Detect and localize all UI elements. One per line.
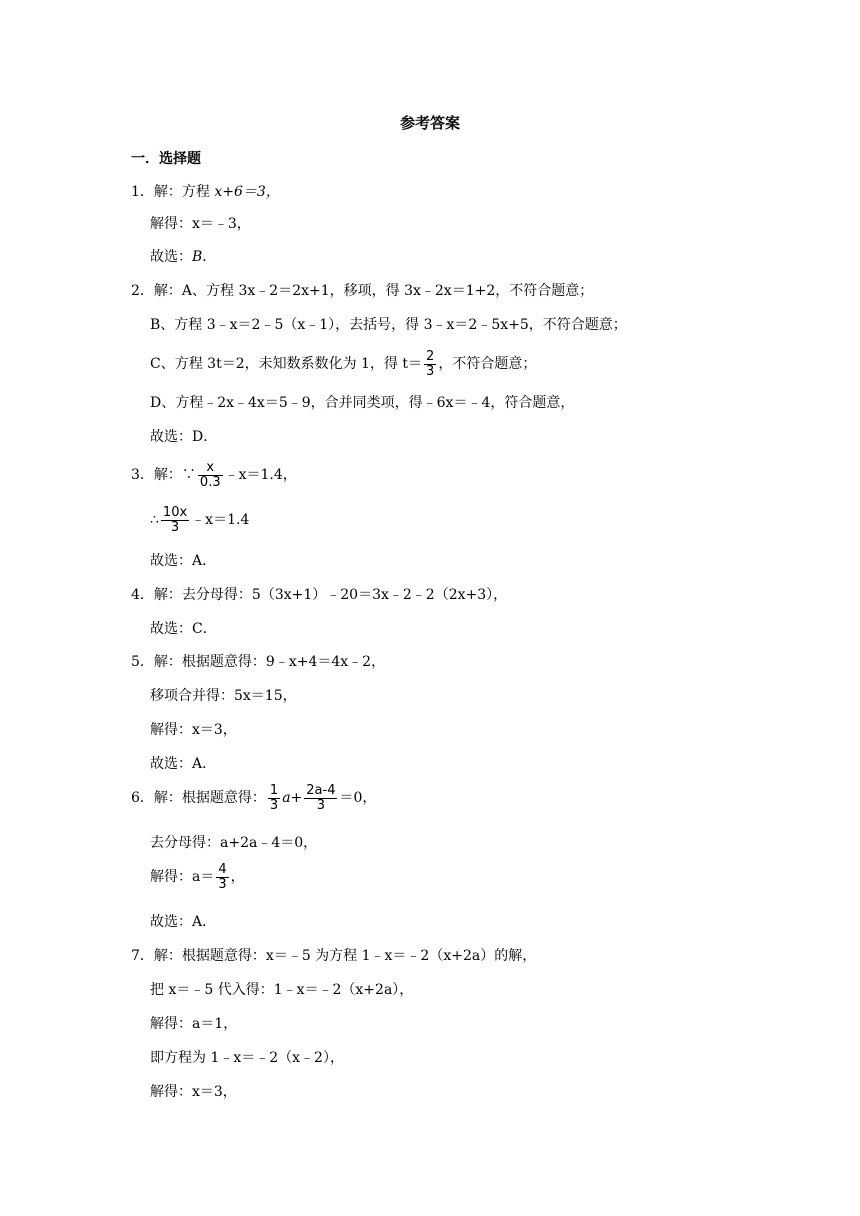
text: 即方程为 1﹣x＝﹣2（x﹣2）， [150,1050,344,1066]
text: 解得： [150,216,192,232]
question-number: 5． [131,654,154,670]
text: ． [202,249,217,265]
denominator: 3 [218,876,227,892]
question-5-line-1 [131,652,385,672]
text: ＝0， [339,790,377,806]
text: a+ [282,790,303,806]
question-number: 1． [131,184,154,200]
question-7-line-2 [150,980,413,1000]
numerator: x [198,461,223,476]
fraction [304,784,337,813]
numerator: 2 [426,348,435,364]
text: 移项合并得：5x＝15， [150,688,297,704]
equation: x+6＝3， [214,184,280,200]
page-title: 参考答案 [399,114,460,132]
text: C、方程 3t＝2，未知数系数化为 1，得 t＝ [150,356,423,372]
numerator: 2a-4 [306,782,336,798]
text: B、方程 3﹣x＝2﹣5（x﹣1），去括号，得 3﹣x＝2﹣5x+5，不符合题意； [150,317,627,333]
question-number: 6． [131,790,154,806]
denominator: 3 [269,797,279,813]
question-7-line-1 [131,946,536,966]
fraction [268,784,280,813]
question-2-line-5 [150,427,217,447]
text: 解：方程 [153,184,210,200]
question-5-line-4 [150,754,216,774]
text: 解：根据题意得：x＝﹣5 为方程 1﹣x＝﹣2（x+2a）的解， [153,948,537,964]
question-2-line-3 [150,349,536,379]
text: 解：A、方程 3x﹣2＝2x+1，移项，得 3x﹣2x＝1+2，不符合题意； [153,283,594,299]
section-heading: 一．选择题 [131,151,201,167]
question-number: 4． [131,587,154,603]
question-3-line-3 [150,551,216,571]
text: ， [230,869,245,885]
question-1-line-1 [131,182,280,202]
denominator: 3 [170,519,180,535]
question-5-line-2 [150,686,297,706]
text: 解：根据题意得：9﹣x+4＝4x﹣2， [153,654,386,670]
numerator: 1 [269,782,279,798]
text: 解得：a＝1， [150,1016,238,1032]
numerator: 4 [218,861,227,877]
text: 解：∵ [153,467,196,483]
text: x＝﹣3， [192,216,251,232]
question-2-line-4 [150,393,574,413]
denominator: 3 [426,363,435,379]
answer-letter: B [192,249,203,265]
question-6-line-3 [150,862,245,892]
text: 故选： [150,249,192,265]
text: 解得：x＝3， [150,722,237,738]
text: 故选：A． [150,553,217,569]
question-number: 2． [131,283,154,299]
text: 把 x＝﹣5 代入得：1﹣x＝﹣2（x+2a）， [150,982,414,998]
text: 解：根据题意得： [153,790,266,806]
text: 解得：x＝3， [150,1084,237,1100]
question-1-line-2 [150,214,251,234]
question-7-line-5 [150,1082,237,1102]
text: ﹣x＝1.4 [191,512,250,528]
question-6-line-4 [150,912,216,932]
question-number: 7． [131,948,154,964]
text: 解得：a＝ [150,869,215,885]
question-1-line-3 [150,247,216,267]
text: D、方程﹣2x﹣4x＝5﹣9，合并同类项，得﹣6x＝﹣4，符合题意， [150,395,575,411]
denominator: 0.3 [199,474,221,490]
fraction [424,350,436,379]
text: 故选：C． [150,621,217,637]
question-6-line-2 [150,833,317,853]
fraction [216,863,228,892]
text: 故选：A． [150,914,217,930]
question-3-line-1 [131,460,297,490]
fraction [198,461,223,490]
question-2-line-2 [150,315,627,335]
question-5-line-3 [150,720,237,740]
text: 故选：A． [150,756,217,772]
numerator: 10x [162,504,188,520]
question-3-line-2 [150,505,249,535]
question-7-line-4 [150,1048,344,1068]
question-2-line-1 [131,281,593,301]
text: 故选：D． [150,429,218,445]
text: 去分母得：a+2a﹣4＝0， [150,835,318,851]
question-4-line-1 [131,585,507,605]
text: 解：去分母得：5（3x+1）﹣20＝3x﹣2﹣2（2x+3）， [153,587,508,603]
question-number: 3． [131,467,154,483]
text: ，不符合题意； [438,356,537,372]
fraction [161,506,189,535]
question-7-line-3 [150,1014,237,1034]
question-4-line-2 [150,619,217,639]
denominator: 3 [316,797,326,813]
text: ﹣x＝1.4， [224,467,297,483]
question-6-line-1 [131,783,376,813]
therefore-symbol: ∴ [150,512,159,528]
